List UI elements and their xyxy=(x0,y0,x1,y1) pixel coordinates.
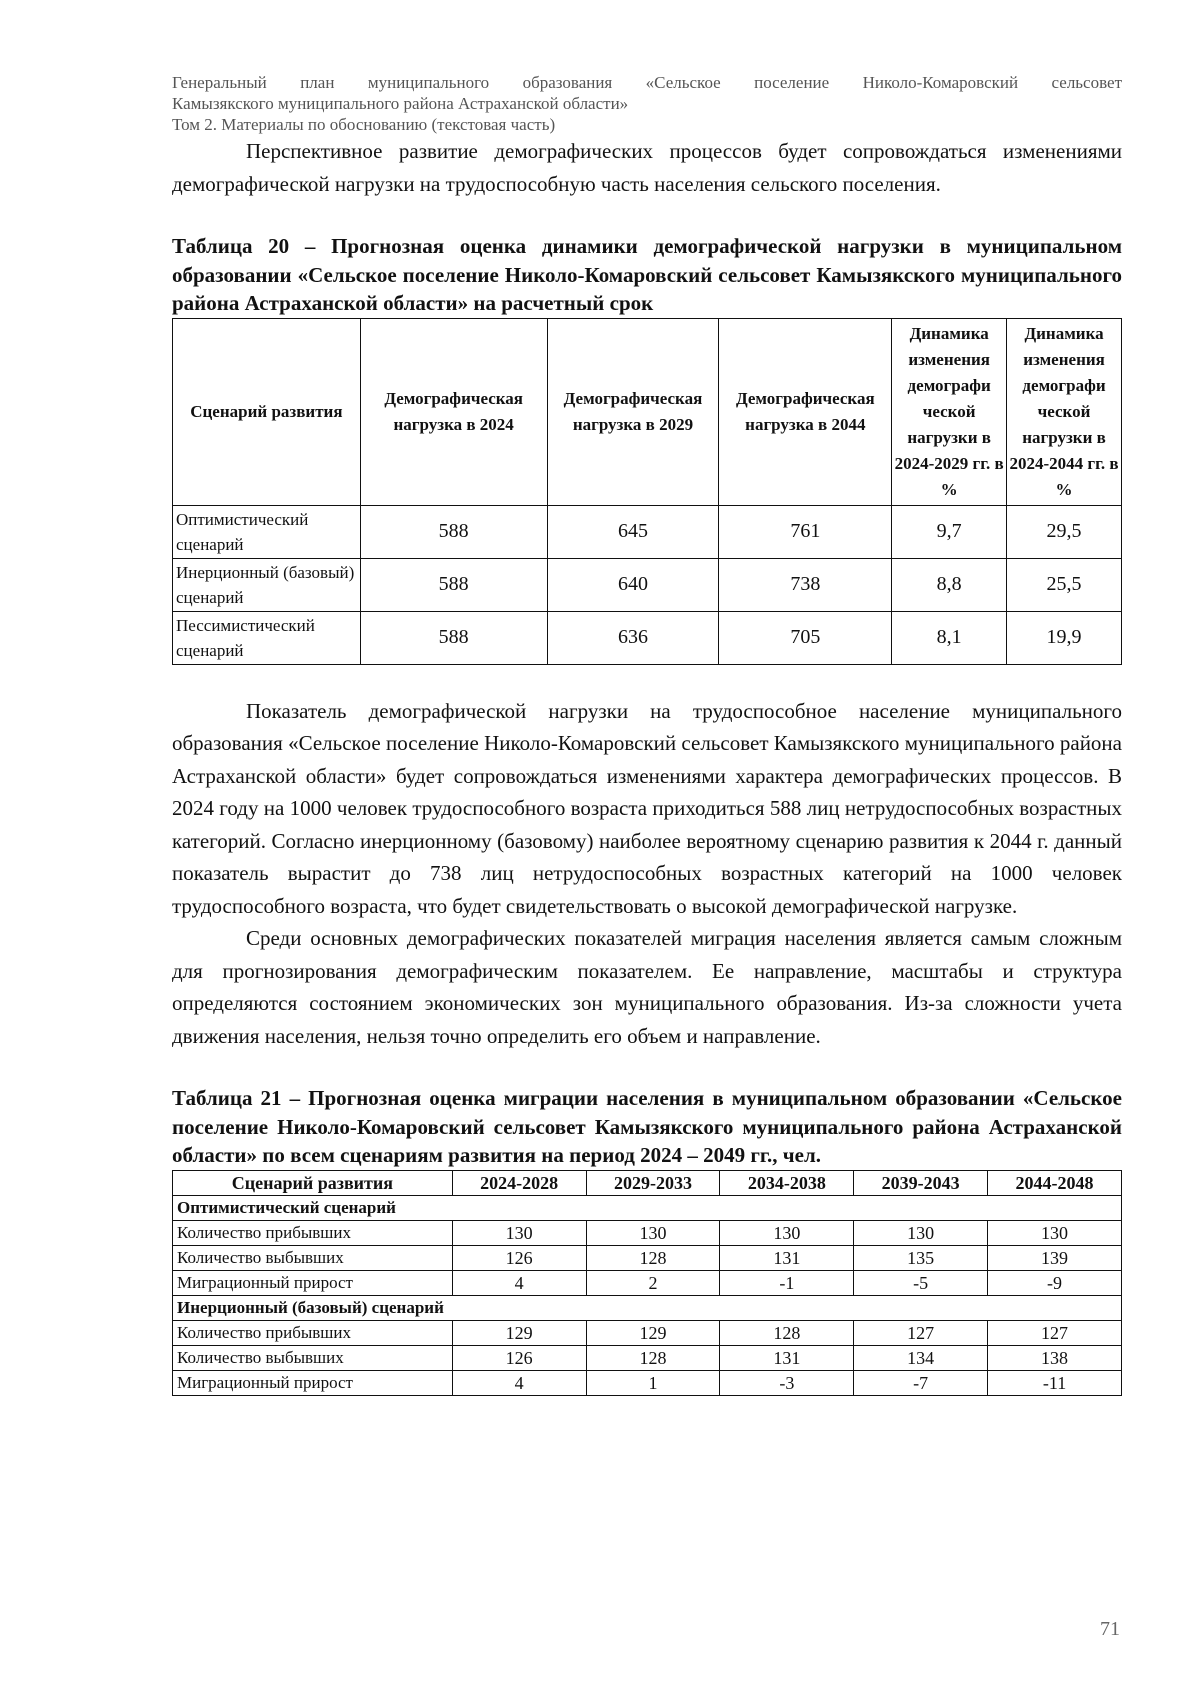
scenario-cell: Инерционный (базовый) сценарий xyxy=(173,558,361,611)
value-cell: 127 xyxy=(988,1320,1122,1345)
value-cell: 126 xyxy=(452,1345,586,1370)
value-cell: 19,9 xyxy=(1007,611,1122,664)
value-cell: 131 xyxy=(720,1245,854,1270)
table20-header-cell: Демографическая нагрузка в 2044 xyxy=(719,318,892,505)
value-cell: 1 xyxy=(586,1370,720,1395)
value-cell: 135 xyxy=(854,1245,988,1270)
header-line-2: Камызякского муниципального района Астраханской области» xyxy=(172,94,629,113)
table20-header-cell: Демографическая нагрузка в 2029 xyxy=(547,318,719,505)
value-cell: 4 xyxy=(452,1370,586,1395)
value-cell: 126 xyxy=(452,1245,586,1270)
value-cell: 8,1 xyxy=(892,611,1007,664)
value-cell: 8,8 xyxy=(892,558,1007,611)
table-21 xyxy=(172,1170,1122,1396)
row-label: Миграционный прирост xyxy=(173,1370,453,1395)
table-row xyxy=(173,505,1122,558)
value-cell: 131 xyxy=(720,1345,854,1370)
value-cell: 128 xyxy=(720,1320,854,1345)
header-line-3: Том 2. Материалы по обоснованию (текстовая часть) xyxy=(172,115,556,134)
table21-header-cell: 2029-2033 xyxy=(586,1170,720,1195)
value-cell: -7 xyxy=(854,1370,988,1395)
value-cell: 138 xyxy=(988,1345,1122,1370)
value-cell: 130 xyxy=(720,1220,854,1245)
value-cell: 129 xyxy=(452,1320,586,1345)
table21-header-row xyxy=(173,1170,1122,1195)
value-cell: 139 xyxy=(988,1245,1122,1270)
value-cell: 130 xyxy=(988,1220,1122,1245)
table20-header-cell: Демографическая нагрузка в 2024 xyxy=(360,318,547,505)
table21-header-cell: 2044-2048 xyxy=(988,1170,1122,1195)
table-row xyxy=(173,611,1122,664)
value-cell: 636 xyxy=(547,611,719,664)
value-cell: 130 xyxy=(586,1220,720,1245)
paragraph-1: Перспективное развитие демографических процессов будет сопровождаться изменениями демографической нагрузки на трудоспособную часть населения сельского поселения. xyxy=(172,139,1122,196)
value-cell: -3 xyxy=(720,1370,854,1395)
paragraph-2: Показатель демографической нагрузки на трудоспособное население муниципального образования «Сельское поселение Николо-Комаровский сельсовет Камызякского муниципального района Астраханской области» будет сопровождаться изменениями характера демографических процессов. В 2024 году на 1000 человек трудоспособного возраста приходиться 588 лиц нетрудоспособных возрастных категорий. Согласно инерционному (базовому) наиболее вероятному сценарию развития к 2044 г. данный показатель вырастит до 738 лиц нетрудоспособных возрастных категорий на 1000 человек трудоспособного возраста, что будет свидетельствовать о высокой демографической нагрузке. xyxy=(172,698,1122,918)
value-cell: -5 xyxy=(854,1270,988,1295)
table-row xyxy=(173,558,1122,611)
document-page xyxy=(172,72,1122,1396)
table20-caption: Таблица 20 – Прогнозная оценка динамики демографической нагрузки в муниципальном образовании «Сельское поселение Николо-Комаровский сельсовет Камызякского муниципального района Астраханской области» на расчетный срок xyxy=(172,234,1122,315)
value-cell: 129 xyxy=(586,1320,720,1345)
value-cell: 761 xyxy=(719,505,892,558)
value-cell: 25,5 xyxy=(1007,558,1122,611)
table20-header-row xyxy=(173,318,1122,505)
table21-header-cell: 2034-2038 xyxy=(720,1170,854,1195)
value-cell: 588 xyxy=(360,611,547,664)
value-cell: -9 xyxy=(988,1270,1122,1295)
scenario-group-label: Оптимистический сценарий xyxy=(173,1195,1122,1220)
scenario-group-row xyxy=(173,1195,1122,1220)
value-cell: 128 xyxy=(586,1345,720,1370)
scenario-group-label: Инерционный (базовый) сценарий xyxy=(173,1295,1122,1320)
value-cell: 738 xyxy=(719,558,892,611)
table20-header-cell: Динамика изменения демографи ческой нагрузки в 2024-2044 гг. в % xyxy=(1007,318,1122,505)
table-row xyxy=(173,1245,1122,1270)
row-label: Количество прибывших xyxy=(173,1320,453,1345)
value-cell: 128 xyxy=(586,1245,720,1270)
table20-header-cell: Динамика изменения демографи ческой нагрузки в 2024-2029 гг. в % xyxy=(892,318,1007,505)
value-cell: 127 xyxy=(854,1320,988,1345)
table21-header-cell: 2039-2043 xyxy=(854,1170,988,1195)
row-label: Количество выбывших xyxy=(173,1345,453,1370)
value-cell: 29,5 xyxy=(1007,505,1122,558)
table-row xyxy=(173,1270,1122,1295)
table-20 xyxy=(172,318,1122,665)
table21-header-cell: Сценарий развития xyxy=(173,1170,453,1195)
value-cell: 130 xyxy=(452,1220,586,1245)
value-cell: 134 xyxy=(854,1345,988,1370)
value-cell: 4 xyxy=(452,1270,586,1295)
value-cell: 130 xyxy=(854,1220,988,1245)
running-header xyxy=(172,72,1122,135)
row-label: Миграционный прирост xyxy=(173,1270,453,1295)
value-cell: -1 xyxy=(720,1270,854,1295)
paragraph-3: Среди основных демографических показателей миграция населения является самым сложным для прогнозирования демографическим показателем. Ее направление, масштабы и структура определяются состоянием экономических зон муниципального образования. Из-за сложности учета движения населения, нельзя точно определить его объем и направление. xyxy=(172,926,1122,1048)
value-cell: 2 xyxy=(586,1270,720,1295)
row-label: Количество прибывших xyxy=(173,1220,453,1245)
table-row xyxy=(173,1320,1122,1345)
value-cell: 640 xyxy=(547,558,719,611)
value-cell: 705 xyxy=(719,611,892,664)
value-cell: -11 xyxy=(988,1370,1122,1395)
value-cell: 588 xyxy=(360,505,547,558)
scenario-group-row xyxy=(173,1295,1122,1320)
table21-caption: Таблица 21 – Прогнозная оценка миграции населения в муниципальном образовании «Сельское поселение Николо-Комаровский сельсовет Камызякского муниципального района Астраханской области» по всем сценариям развития на период 2024 – 2049 гг., чел. xyxy=(172,1086,1122,1167)
header-line-1: Генеральный план муниципального образования «Сельское поселение Николо-Комаровский сельсовет xyxy=(172,73,1122,92)
value-cell: 588 xyxy=(360,558,547,611)
table20-header-cell: Сценарий развития xyxy=(173,318,361,505)
scenario-cell: Оптимистический сценарий xyxy=(173,505,361,558)
value-cell: 9,7 xyxy=(892,505,1007,558)
page-number: 71 xyxy=(1100,1618,1120,1640)
value-cell: 645 xyxy=(547,505,719,558)
table-row xyxy=(173,1345,1122,1370)
table-row xyxy=(173,1370,1122,1395)
scenario-cell: Пессимистический сценарий xyxy=(173,611,361,664)
table21-header-cell: 2024-2028 xyxy=(452,1170,586,1195)
row-label: Количество выбывших xyxy=(173,1245,453,1270)
table-row xyxy=(173,1220,1122,1245)
